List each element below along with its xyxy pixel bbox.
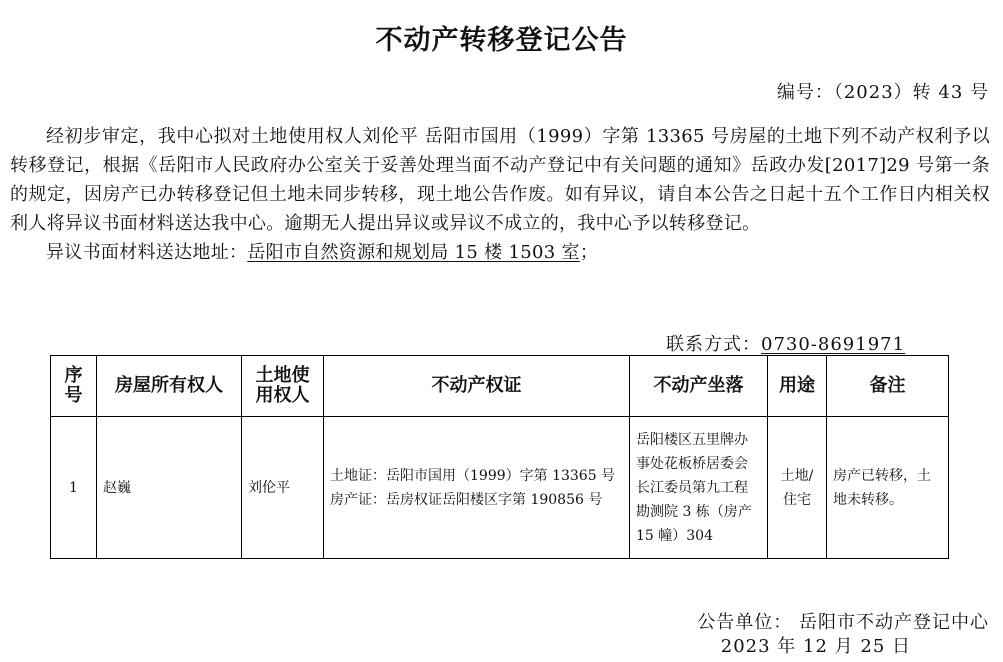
serial-number: 编号：（2023）转 43 号 bbox=[776, 82, 989, 103]
issue-date: 2023 年 12 月 25 日 bbox=[720, 636, 911, 657]
cell-certificate bbox=[324, 417, 630, 559]
address-value: 岳阳市自然资源和规划局 15 楼 1503 室 bbox=[247, 242, 580, 263]
cell-remark: 房产已转移，土地未转移。 bbox=[827, 417, 949, 559]
cell-house-owner: 赵巍 bbox=[97, 417, 242, 559]
header-house-owner: 房屋所有权人 bbox=[97, 356, 242, 417]
header-location: 不动产坐落 bbox=[630, 356, 768, 417]
header-usage: 用途 bbox=[768, 356, 827, 417]
cell-usage: 土地/住宅 bbox=[768, 417, 827, 559]
address-label: 异议书面材料送达地址： bbox=[46, 242, 248, 263]
cell-no: 1 bbox=[51, 417, 97, 559]
address-suffix: ； bbox=[579, 242, 599, 263]
notice-paragraph: 经初步审定，我中心拟对土地使用权人刘伦平 岳阳市国用（1999）字第 13365 号房屋的土地下列不动产权利予以转移登记，根据《岳阳市人民政府办公室关于妥善处理当面不动产登记中有关问题的通知》岳政办发[2017]29 号第一条的规定，因房产已办转移登记但土地未同步转移，现土地公告作废。如有异议，请自本公告之日起十五个工作日内相关权利人将异议书面材料送达我中心。逾期无人提出异议或异议不成立的，我中心予以转移登记。 bbox=[10, 126, 990, 234]
header-certificate: 不动产权证 bbox=[324, 356, 630, 417]
property-table bbox=[50, 355, 949, 559]
header-land-user: 土地使用权人 bbox=[242, 356, 324, 417]
cell-land-user: 刘伦平 bbox=[242, 417, 324, 559]
contact-phone: 0730-8691971 bbox=[761, 334, 906, 355]
table-row bbox=[51, 417, 949, 559]
address-line bbox=[10, 238, 990, 267]
table-header-row bbox=[51, 356, 949, 417]
cell-location: 岳阳楼区五里牌办事处花板桥居委会长江委员第九工程勘测院 3 栋（房产 15 幢）304 bbox=[630, 417, 768, 559]
header-remark: 备注 bbox=[827, 356, 949, 417]
notice-title: 不动产转移登记公告 bbox=[375, 25, 628, 56]
header-no: 序号 bbox=[51, 356, 97, 417]
notice-body bbox=[10, 122, 990, 267]
house-certificate: 房产证：岳房权证岳阳楼区字第 190856 号 bbox=[330, 491, 603, 508]
contact-line bbox=[666, 330, 905, 356]
contact-label: 联系方式： bbox=[666, 334, 761, 355]
land-certificate: 土地证：岳阳市国用（1999）字第 13365 号 bbox=[330, 467, 616, 484]
issuing-unit: 公告单位： 岳阳市不动产登记中心 bbox=[697, 612, 989, 633]
